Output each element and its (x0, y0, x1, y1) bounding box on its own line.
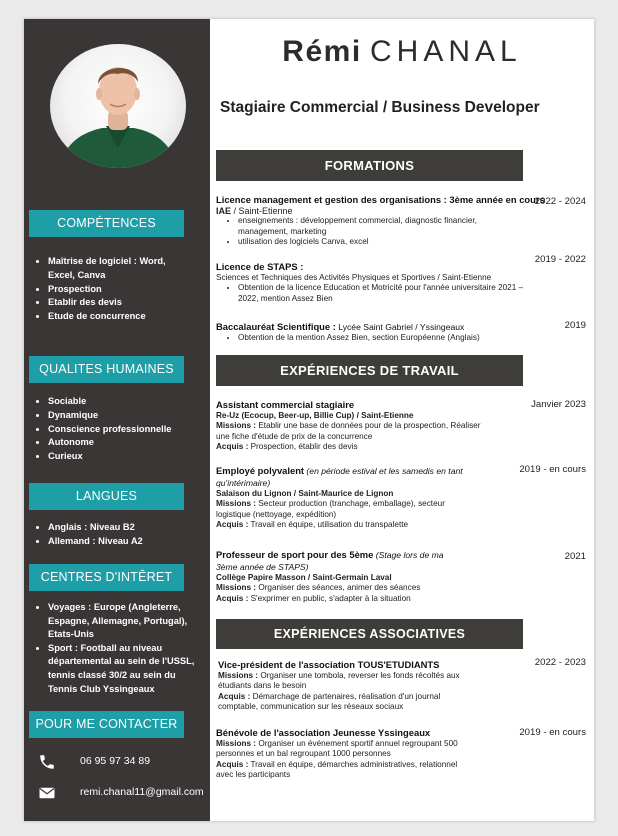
candidate-name (210, 35, 594, 69)
last-name: CHANAL (370, 35, 522, 68)
list-item: • Autonome (48, 436, 171, 450)
list-item (48, 642, 198, 696)
entry-missions: Missions : Secteur production (tranchage, emballage), secteur logistique (nettoyage, expédition) (216, 499, 445, 519)
list-item: • Allemand : Niveau A2 (48, 535, 143, 549)
entry-missions: Missions : Organiser un événement sportif annuel regroupant 500 personnes et un bal regroupant 1000 personnes (216, 739, 458, 759)
entry-title: Bénévole de l'association Jeunesse Yssingeaux (216, 727, 431, 738)
list-item: • Etablir des devis (48, 296, 166, 310)
entry-company: Re-Uz (Ecocup, Beer-up, Billie Cup) / Saint-Etienne (216, 411, 414, 420)
section-title-competences: COMPÉTENCES (29, 210, 184, 237)
section-title-experiences: EXPÉRIENCES DE TRAVAIL (216, 355, 523, 386)
entry-missions: Missions : Etablir une base de données pour de la prospection, Réaliser une fiche d'étude de prix de la concurrence (216, 421, 481, 441)
competences-list (34, 255, 166, 324)
list-item: • Maîtrise de logiciel : Word, (48, 255, 166, 269)
entry-acquis: Acquis : Prospection, établir des devis (216, 441, 358, 451)
interets-list (34, 601, 198, 696)
langues-list (34, 521, 143, 549)
list-item: • enseignements : développement commercial, diagnostic financier, management, marketing (238, 216, 518, 237)
entry-title: Licence management et gestion des organisations : 3ème année en cours (216, 194, 545, 205)
entry-company: Collège Papire Masson / Saint-Germain Laval (216, 573, 392, 582)
associative-entry (218, 659, 470, 712)
formation-entry (216, 194, 561, 247)
phone-icon (38, 753, 56, 771)
entry-acquis: Acquis : Travail en équipe, utilisation du transpalette (216, 519, 409, 529)
interet-label: Sport (48, 642, 73, 653)
list-item: • Conscience professionnelle (48, 423, 171, 437)
entry-title: Vice-président de l'association TOUS'ETUDIANTS (218, 659, 440, 670)
entry-bullets (216, 283, 538, 304)
sidebar (24, 19, 210, 821)
section-title-qualites: QUALITES HUMAINES (29, 356, 184, 383)
entry-date: 2022 - 2023 (534, 657, 586, 668)
entry-title: Baccalauréat Scientifique : Lycée Saint Gabriel / Yssingeaux (216, 321, 465, 332)
list-item: • Dynamique (48, 409, 171, 423)
qualites-list (34, 395, 171, 464)
entry-title: Licence de STAPS : (216, 261, 304, 272)
entry-date: 2021 (564, 551, 586, 562)
entry-date: 2019 (564, 320, 586, 331)
formation-entry (216, 261, 561, 304)
entry-date: Janvier 2023 (531, 399, 586, 410)
section-title-langues: LANGUES (29, 483, 184, 510)
phone-number[interactable]: 06 95 97 34 89 (80, 755, 151, 767)
entry-title: Professeur de sport pour des 5ème (Stage lors de ma 3ème année de STAPS) (216, 549, 444, 572)
list-item: Excel, Canva (48, 269, 106, 280)
envelope-icon (38, 784, 56, 802)
list-item: • Anglais : Niveau B2 (48, 521, 143, 535)
interet-label: Voyages (48, 602, 86, 612)
entry-date: 2022 - 2024 (534, 196, 586, 207)
list-item: • Prospection (48, 283, 166, 297)
list-item: • Sociable (48, 395, 171, 409)
entry-acquis: Acquis : Démarchage de partenaires, réalisation d'un journal comptable, communication sur les réseaux sociaux (218, 691, 441, 711)
list-item: • utilisation des logiciels Canva, excel (238, 237, 518, 247)
profile-photo (50, 44, 186, 168)
experience-entry (216, 399, 496, 452)
entry-title: Assistant commercial stagiaire (216, 399, 355, 410)
formation-entry (216, 321, 561, 343)
entry-company: Salaison du Lignon / Saint-Maurice de Lignon (216, 489, 394, 498)
entry-bullets (216, 216, 518, 247)
list-item: • Curieux (48, 450, 171, 464)
list-item (48, 601, 198, 642)
entry-line: Sciences et Techniques des Activités Physiques et Sportives / Saint-Etienne (216, 273, 492, 282)
entry-date: 2019 - en cours (519, 727, 586, 738)
section-title-associatives: EXPÉRIENCES ASSOCIATIVES (216, 619, 523, 649)
resume-page (24, 19, 594, 821)
email-address[interactable]: remi.chanal11@gmail.com (80, 786, 204, 798)
entry-school: IAE / Saint-Etienne (216, 206, 293, 216)
experience-entry (216, 549, 466, 604)
list-item: • Obtention de la mention Assez Bien, section Européenne (Anglais) (238, 333, 561, 343)
interet-text: : Football au niveau départemental au sein de l'USSL, tennis classé 30/2 au sein du Tennis Club Yssingeaux (48, 642, 195, 694)
interet-text: : Europe (Angleterre, Espagne, Allemagne, Portugal), Etats-Unis (48, 602, 188, 640)
entry-date: 2019 - 2022 (534, 254, 586, 265)
associative-entry (216, 727, 471, 780)
entry-missions: Missions : Organiser des séances, animer des séances (216, 583, 421, 593)
entry-date: 2019 - en cours (519, 464, 586, 475)
first-name: Rémi (282, 35, 362, 68)
section-title-formations: FORMATIONS (216, 150, 523, 181)
section-title-interets: CENTRES D'INTÊRET (29, 564, 184, 591)
experience-entry (216, 465, 466, 530)
list-item: • Etude de concurrence (48, 310, 166, 324)
entry-acquis: Acquis : S'exprimer en public, s'adapter à la situation (216, 593, 411, 603)
section-title-contact: POUR ME CONTACTER (29, 711, 184, 738)
entry-title: Employé polyvalent (en période estival et les samedis en tant qu'intérimaire) (216, 465, 463, 488)
entry-bullets (216, 333, 561, 343)
entry-acquis: Acquis : Travail en équipe, démarches administratives, relationnel avec les participants (216, 759, 458, 779)
list-item: • Obtention de la licence Education et Motricité pour l'année universitaire 2021 – 2022, mention Assez Bien (238, 283, 538, 304)
job-title: Stagiaire Commercial / Business Developer (220, 99, 540, 116)
entry-missions: Missions : Organiser une tombola, reverser les fonds récoltés aux étudiants dans le besoin (218, 671, 460, 691)
